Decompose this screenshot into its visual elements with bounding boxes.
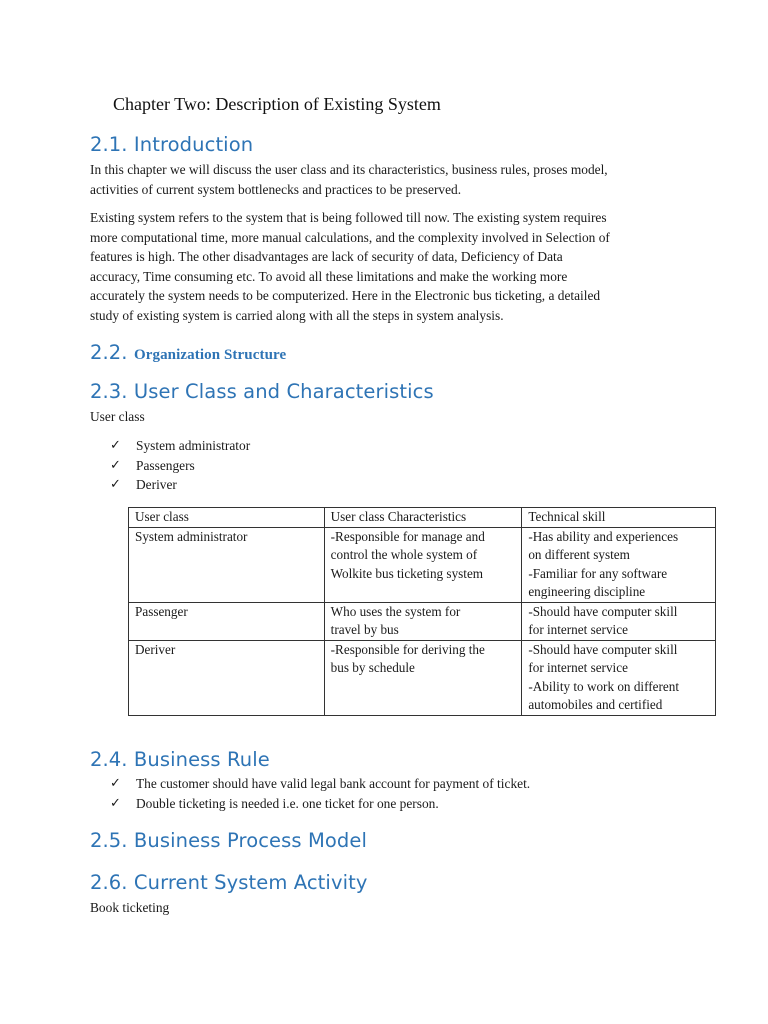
list-item-label: The customer should have valid legal bank account for payment of ticket.	[136, 776, 531, 791]
text-line: features is high. The other disadvantages are lack of security of data, Deficiency of Data	[90, 249, 563, 264]
text-line: Existing system refers to the system that is being followed till now. The existing system requires	[90, 210, 607, 225]
intro-paragraph-2	[90, 208, 690, 325]
cell-text: User class Characteristics	[330, 509, 467, 524]
table-header-cell	[522, 508, 716, 528]
heading-business-process-model: 2.5. Business Process Model	[90, 829, 368, 852]
checkmark-icon: ✓	[110, 776, 121, 791]
intro-paragraph-1	[90, 160, 690, 199]
cell-text: System administrator	[135, 528, 248, 544]
cell-text: -Responsible for manage and	[330, 528, 485, 544]
cell-text: -Ability to work on different	[528, 678, 679, 694]
table-cell	[129, 527, 325, 602]
heading-organization-structure	[90, 341, 286, 364]
cell-text: -Familiar for any software	[528, 565, 668, 581]
cell-text: automobiles and certified	[528, 697, 663, 712]
table-cell	[522, 602, 716, 640]
heading-current-system-activity: 2.6. Current System Activity	[90, 871, 368, 894]
list-item	[110, 794, 530, 814]
cell-text: -Should have computer skill	[528, 641, 678, 657]
checkmark-icon: ✓	[110, 457, 121, 473]
table-cell	[129, 602, 325, 640]
text-line: accuracy, Time consuming etc. To avoid all these limitations and make the working more	[90, 268, 568, 284]
table-cell	[324, 602, 522, 640]
table-cell	[522, 527, 716, 602]
table-cell	[324, 527, 522, 602]
list-item	[110, 774, 530, 794]
table-row	[129, 640, 716, 715]
heading-business-rule: 2.4. Business Rule	[90, 748, 270, 771]
checkmark-icon: ✓	[110, 795, 121, 811]
cell-text: engineering discipline	[528, 584, 646, 599]
cell-text: -Has ability and experiences	[528, 528, 679, 544]
cell-text: control the whole system of	[330, 547, 478, 562]
cell-text: Wolkite bus ticketing system	[330, 565, 484, 581]
cell-text: for internet service	[528, 622, 628, 637]
user-class-intro	[90, 407, 690, 427]
table-header-row	[129, 508, 716, 528]
text-line: study of existing system is carried along with all the steps in system analysis.	[90, 307, 504, 323]
cell-text: Passenger	[135, 603, 188, 619]
text-line: accurately the system needs to be computerized. Here in the Electronic bus ticketing, a detailed	[90, 288, 601, 303]
table-cell	[324, 640, 522, 715]
cell-text: Who uses the system for	[330, 603, 461, 619]
chapter-title: Chapter Two: Description of Existing System	[113, 94, 441, 114]
table-cell	[129, 640, 325, 715]
user-class-table	[128, 507, 716, 716]
cell-text: on different system	[528, 547, 630, 562]
cell-text: Deriver	[135, 641, 176, 657]
text-line: more computational time, more manual calculations, and the complexity involved in Selection of	[90, 229, 610, 245]
list-item	[110, 456, 250, 476]
cell-text: -Should have computer skill	[528, 603, 678, 619]
cell-text: travel by bus	[330, 622, 399, 637]
heading-introduction: 2.1. Introduction	[90, 133, 254, 156]
list-item	[110, 475, 250, 495]
user-class-list	[110, 436, 250, 495]
text-line: activities of current system bottlenecks and practices to be preserved.	[90, 181, 462, 197]
cell-text: Technical skill	[528, 509, 606, 524]
cell-text: for internet service	[528, 660, 628, 675]
cell-text: User class	[135, 509, 189, 524]
checkmark-icon: ✓	[110, 438, 121, 453]
business-rule-list	[110, 774, 530, 813]
text-line: User class	[90, 409, 145, 424]
table-header-cell	[129, 508, 325, 528]
table-cell	[522, 640, 716, 715]
text-line: Book ticketing	[90, 900, 170, 915]
current-activity-text	[90, 898, 690, 918]
heading-number: 2.2.	[90, 341, 128, 364]
heading-user-class: 2.3. User Class and Characteristics	[90, 380, 434, 403]
list-item	[110, 436, 250, 456]
list-item-label: Double ticketing is needed i.e. one ticket for one person.	[136, 795, 439, 811]
checkmark-icon: ✓	[110, 477, 121, 492]
cell-text: bus by schedule	[330, 660, 415, 675]
table-header-cell	[324, 508, 522, 528]
heading-title: Organization Structure	[133, 347, 287, 363]
list-item-label: Passengers	[136, 457, 195, 473]
table-row	[129, 527, 716, 602]
table-row	[129, 602, 716, 640]
cell-text: -Responsible for deriving the	[330, 641, 485, 657]
list-item-label: Deriver	[136, 477, 177, 492]
text-line: In this chapter we will discuss the user class and its characteristics, business rules, proses model,	[90, 162, 608, 177]
list-item-label: System administrator	[136, 438, 251, 453]
